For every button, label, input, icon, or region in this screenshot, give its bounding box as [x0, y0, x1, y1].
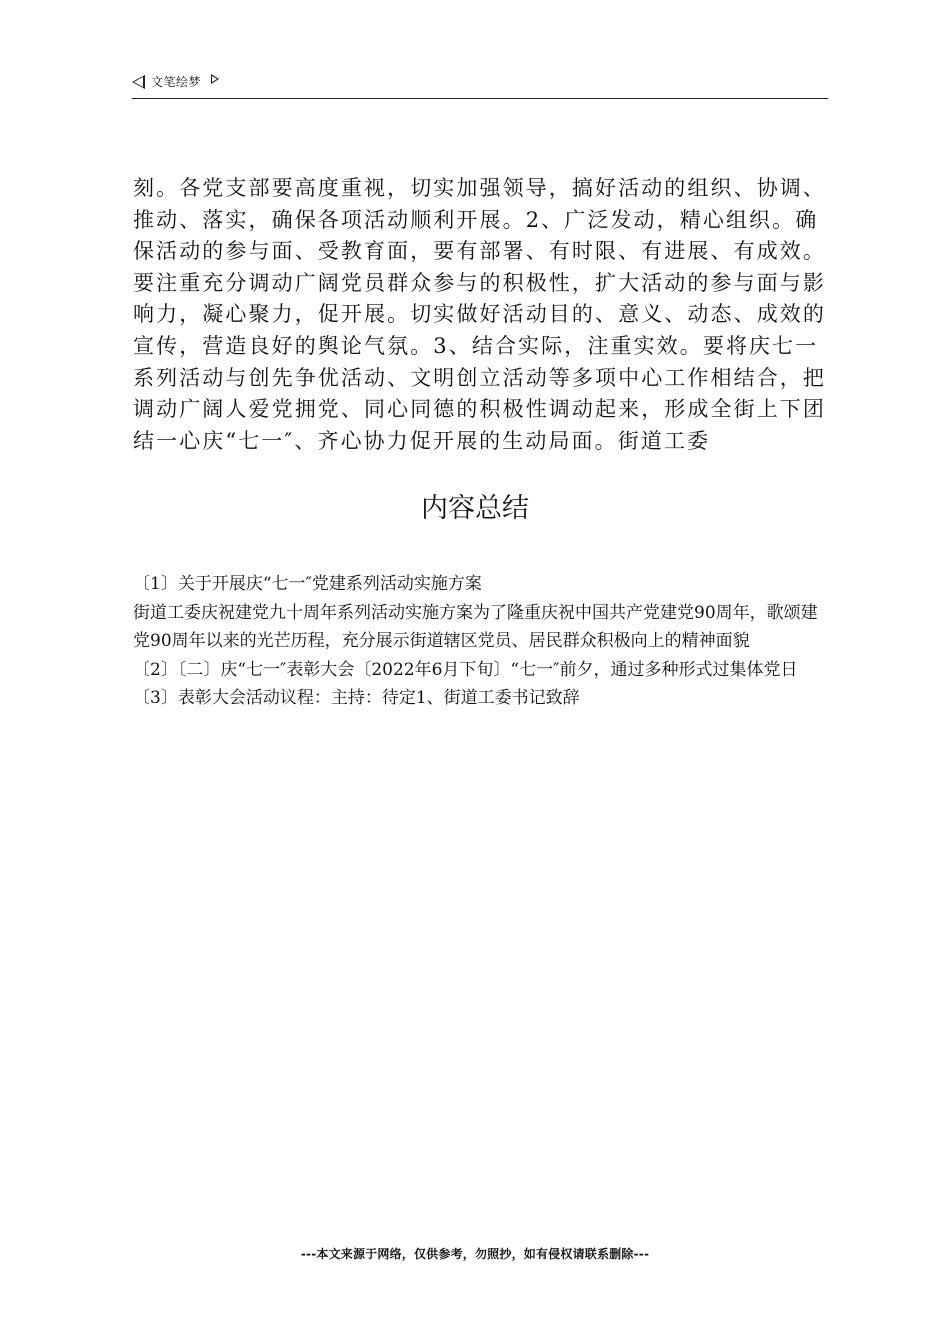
- summary-item: 〔1〕关于开展庆“七一″党建系列活动实施方案: [133, 574, 482, 594]
- footer-disclaimer: ---本文来源于网络，仅供参考，勿照抄，如有侵权请联系删除---: [300, 1247, 650, 1261]
- page-header: [132, 72, 828, 99]
- summary-title: 内容总结: [421, 493, 529, 524]
- summary-item: 〔3〕表彰大会活动议程：主持：待定1、街道工委书记致辞: [133, 688, 580, 708]
- triangle-right-icon: [211, 74, 219, 84]
- summary-item: 街道工委庆祝建党九十周年系列活动实施方案为了隆重庆祝中国共产党建党90周年，歌颂建党90周年以来的光芒历程，充分展示街道辖区党员、居民群众积极向上的精神面貌: [133, 602, 818, 651]
- header-title: 文笔绘梦: [151, 75, 202, 89]
- triangle-left-icon: [132, 75, 145, 89]
- summary-section: [133, 570, 833, 713]
- body-paragraph: 刻。各党支部要高度重视，切实加强领导，搞好活动的组织、协调、推动、落实，确保各项活动顺利开展。2、广泛发动，精心组织。确保活动的参与面、受教育面，要有部署、有时限、有进展、有成效。要注重充分调动广阔党员群众参与的积极性，扩大活动的参与面与影响力，凝心聚力，促开展。切实做好活动目的、意义、动态、成效的宣传，营造良好的舆论气氛。3、结合实际，注重实效。要将庆七一系列活动与创先争优活动、文明创立活动等多项中心工作相结合，把调动广阔人爱党拥党、同心同德的积极性调动起来，形成全街上下团结一心庆“七一″、齐心协力促开展的生动局面。街道工委: [133, 176, 826, 453]
- summary-item: 〔2〕〔二〕庆“七一″表彰大会〔2022年6月下旬〕“七一″前夕，通过多种形式过集体党日: [133, 659, 798, 680]
